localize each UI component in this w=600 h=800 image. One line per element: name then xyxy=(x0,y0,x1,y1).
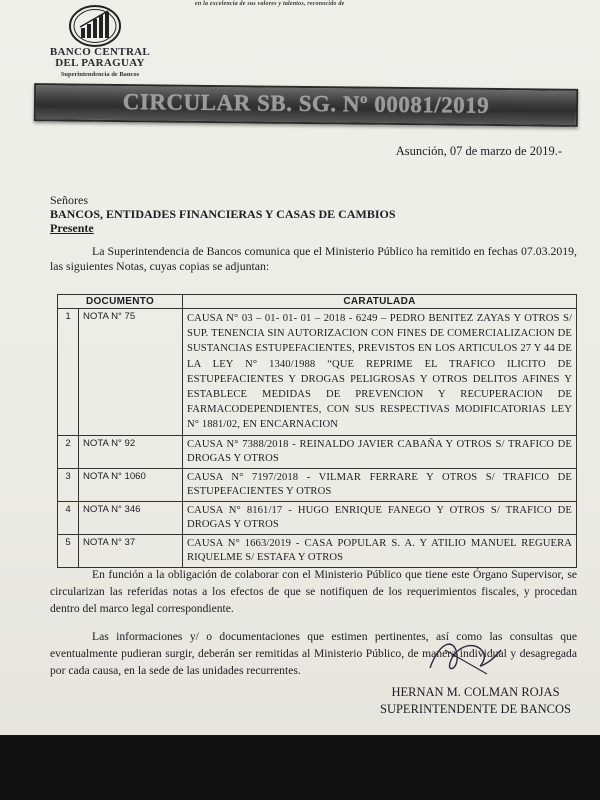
circular-title-text: CIRCULAR SB. SG. Nº 00081/2019 xyxy=(122,89,490,118)
column-header-caratulada: CARATULADA xyxy=(183,295,577,309)
row-caratulada: CAUSA N° 8161/17 - HUGO ENRIQUE FANEGO Y OTROS S/ TRAFICO DE DROGAS Y OTROS xyxy=(183,501,577,534)
signatory-name: HERNAN M. COLMAN ROJAS xyxy=(391,685,560,699)
presente-label: Presente xyxy=(50,221,94,235)
row-caratulada: CAUSA N° 7388/2018 - REINALDO JAVIER CABAÑA Y OTROS S/ TRAFICO DE DROGAS Y OTROS xyxy=(183,435,577,468)
intro-paragraph: La Superintendencia de Bancos comunica que el Ministerio Público ha remitido en fechas 07.03.2019, las siguientes Notas, cuyas copias se adjuntan: xyxy=(50,244,577,273)
addressee: BANCOS, ENTIDADES FINANCIERAS Y CASAS DE CAMBIOS xyxy=(50,207,396,221)
desk-background xyxy=(0,735,600,800)
document-date: Asunción, 07 de marzo de 2019.- xyxy=(395,144,562,158)
paragraph-information: Las informaciones y/ o documentaciones que estimen pertinentes, así como las consultas que eventualmente pudieran surgir, deberán ser remitidas al Ministerio Público, de manera individual y desagregada por cada causa, en la sede de las unidades recurrentes. xyxy=(50,630,577,677)
signature-block xyxy=(380,684,571,718)
row-documento: NOTA N° 1060 xyxy=(79,468,183,501)
column-header-documento: DOCUMENTO xyxy=(58,295,183,309)
row-caratulada: CAUSA N° 1663/2019 - CASA POPULAR S. A. Y ATILIO MANUEL REGUERA RIQUELME S/ ESTAFA Y OTROS xyxy=(183,534,577,567)
table-header-row xyxy=(58,295,577,309)
signatory-title: SUPERINTENDENTE DE BANCOS xyxy=(380,702,571,716)
table-row xyxy=(58,534,577,567)
bank-name-line1: BANCO CENTRAL xyxy=(49,46,151,58)
header-slogan: en la excelencia de sus valores y talentos, reconocido de xyxy=(195,1,345,7)
row-caratulada: CAUSA N° 7197/2018 - VILMAR FERRARE Y OTROS S/ TRAFICO DE ESTUPEFACIENTES Y OTROS xyxy=(183,468,577,501)
bank-name-line2: DEL PARAGUAY xyxy=(55,57,145,69)
circular-title xyxy=(36,88,576,120)
row-number: 5 xyxy=(58,534,79,567)
salutation xyxy=(50,193,396,235)
row-documento: NOTA N° 75 xyxy=(79,309,183,436)
handwritten-signature-icon xyxy=(425,630,505,680)
row-number: 1 xyxy=(58,309,79,436)
row-number: 4 xyxy=(58,501,79,534)
row-documento: NOTA N° 92 xyxy=(79,435,183,468)
row-caratulada: CAUSA N° 03 – 01- 01- 01 – 2018 - 6249 – PEDRO BENITEZ ZAYAS Y OTROS S/ SUP. TENENCIA SIN AUTORIZACION CON FINES DE COMERCIALIZACION DE SUSTANCIAS ESTUPEFACIENTES, PREVISTOS EN LOS ARTICULOS 27 Y 44 DE LA LEY N° 1340/1988 “QUE REPRIME EL TRAFICO ILICITO DE ESTUPEFACIENTES Y DROGAS PELIGROSAS Y OTROS DELITOS AFINES Y ESTABLECE MEDIDAS DE PREVENCION Y RECUPERACION DE FARMACODEPENDIENTES, CON SUS RESPECTIVAS MODIFICATORIAS LEY N° 1881/02, EN ENCARNACION xyxy=(183,309,577,436)
paragraph-collaboration: En función a la obligación de colaborar con el Ministerio Público que tiene este Órgano Supervisor, se circularizan las referidas notas a los efectos de que se notifiquen de los requerimientos fiscales, y procedan dentro del marco legal correspondiente. xyxy=(50,568,577,615)
circular-banner xyxy=(34,83,578,127)
row-number: 2 xyxy=(58,435,79,468)
bank-logo-icon xyxy=(68,4,122,48)
row-documento: NOTA N° 346 xyxy=(79,501,183,534)
table-row xyxy=(58,501,577,534)
bank-name xyxy=(30,47,170,69)
table-row xyxy=(58,309,577,436)
row-number: 3 xyxy=(58,468,79,501)
table-row xyxy=(58,435,577,468)
table-row xyxy=(58,468,577,501)
notes-table xyxy=(57,294,577,568)
row-documento: NOTA N° 37 xyxy=(79,534,183,567)
bank-subtitle: Superintendencia de Bancos xyxy=(60,71,140,78)
greeting: Señores xyxy=(50,193,88,207)
